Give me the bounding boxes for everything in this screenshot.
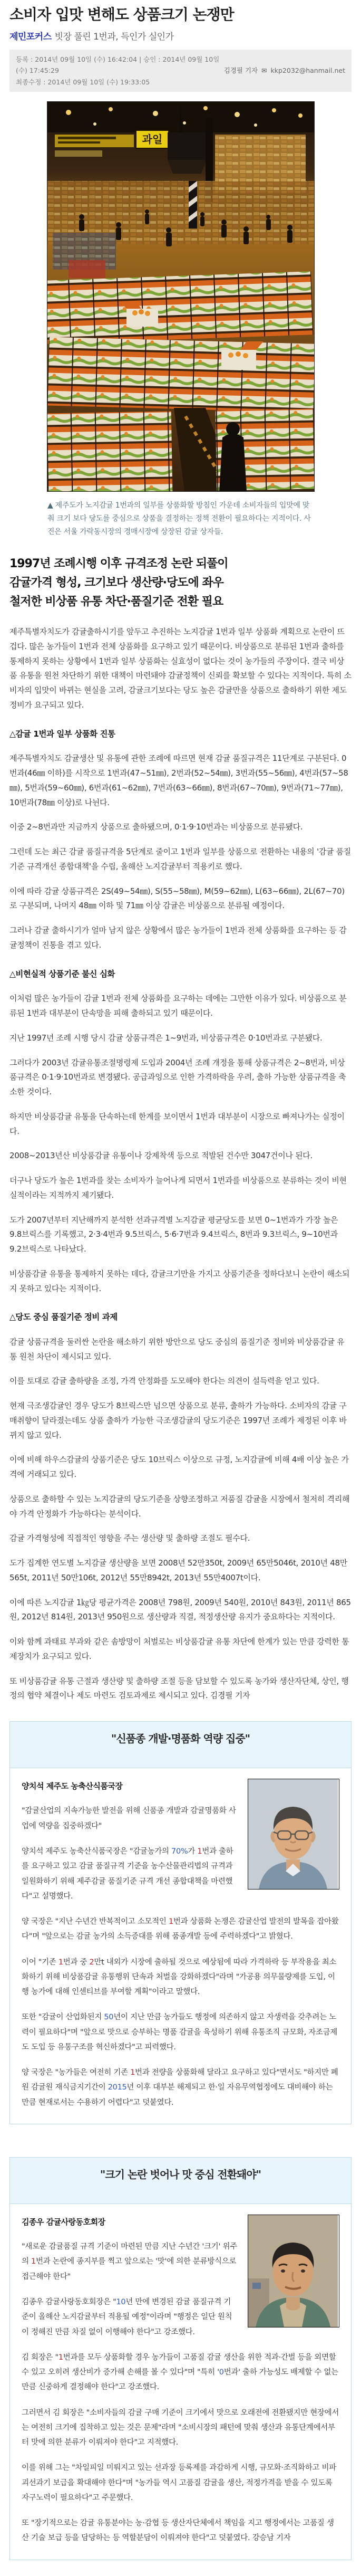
body-paragraph: 이에 비해 하우스감귤의 상품기준은 당도 10브릭스 이상으로 규정, 노지감귤에 비해 4배 이상 높은 가격에 거래되고 있다.	[9, 1455, 349, 1480]
article-body	[9, 625, 352, 1703]
body-paragraph: 도가 2007년부터 지난해까지 분석한 선과규격별 노지감귤 평균당도를 보면 0~1번과가 가장 높은 9.8브릭스를 기록했고, 2·3·4번과 9.5브릭스, 5·6·7번과 9.4브릭스, 8번과 9.3브릭스, 9~10번과 9.2브릭스로 나타났다.	[9, 1215, 338, 1254]
body-paragraph: 하지만 비상품감귤 유통을 단속하는데 한계를 보이면서 1번과 대부분이 시장으로 빠져나가는 실정이다.	[9, 1111, 345, 1136]
page-title: 소비자 입맛 변해도 상품크기 논쟁만	[9, 6, 234, 23]
body-paragraph: 감귤 가격형성에 직접적인 영향을 주는 생산량 및 출하량 조절도 필수다.	[9, 1533, 250, 1543]
body-paragraph: 이에 따른 노지감귤 1㎏당 평균가격은 2008년 798원, 2009년 540원, 2010년 843원, 2011년 865원, 2012년 814원, 2013년 950원으로 생산량과 직결, 적정생산량 유지가 중요하다는 지적이다.	[9, 1597, 351, 1622]
section-heading: △당도 중심 품질기준 정비 과제	[9, 1312, 118, 1322]
body-paragraph: 더구나 당도가 높은 1번과를 찾는 소비자가 늘어나게 되면서 1번과를 비상품으로 분류하는 것이 비현실적이라는 지적까지 제기됐다.	[9, 1176, 347, 1200]
interview-box-2	[9, 2157, 352, 2560]
interview-paragraph: 김 회장은 "1번과를 모두 상품화할 경우 농가들이 고품질 감귤 생산을 위한 적과·간벌 등을 외면할 수 있고 오히려 생산비가 증가해 손해를 볼 수 있다"며 "특히 '0번과' 출하 가능성도 배제할 수 없는 만큼 신중하게 결정해야 한다"고 강조했다.	[22, 2353, 338, 2392]
interviewee-2-photo	[248, 2215, 339, 2327]
body-paragraph: 상품으로 출하할 수 있는 노지감귤의 당도기준을 상향조정하고 저품질 감귤을 시장에서 철저히 격리해야 가격 안정화가 가능하다는 분석이다.	[9, 1494, 350, 1519]
interview-1-title: "신품종 개발·명품화 역량 집중"	[111, 1732, 250, 1745]
body-paragraph: 도가 집계한 연도별 노지감귤 생산량을 보면 2008년 52만350t, 2009년 65만5046t, 2010년 48만565t, 2011년 50만106t, 2012년 55만8942t, 2013년 55만4007t이다.	[9, 1558, 347, 1582]
article-photo	[47, 101, 315, 492]
section-heading: △감귤 1번과 일부 상품화 진통	[9, 729, 115, 739]
article-deck	[9, 555, 352, 611]
subtitle-text: 빗장 풀린 1번과, 득인가 실인가	[54, 32, 174, 42]
deck-line-2: 감귤가격 형성, 크기보다 생산량·당도에 좌우	[9, 576, 223, 589]
interview-box-1	[9, 1721, 352, 2124]
interviewee-1-name: 양치석 제주도 농축산식품국장	[22, 1781, 123, 1791]
interview-paragraph: 그러면서 김 회장은 "소비자들의 감귤 구매 기준이 크기에서 맛으로 오래전에 전환됐지만 현장에서는 여전히 크기에 집착하고 있는 것은 문제"라며 "소비시장의 패턴에 맞춰 생산과 유통단계에서부터 맛에 의한 분류가 이뤄져야 한다"고 지적했다.	[22, 2408, 339, 2447]
reporter-email-link[interactable]: kkp2032@hanmail.net	[270, 66, 345, 75]
body-paragraph: 제주특별자치도 감귤생산 및 유통에 관한 조례에 따르면 현재 감귤 품질규격은 11단계로 구분된다. 0번과(46㎜ 이하)를 시작으로 1번과(47~51㎜), 2번과(52~54㎜), 3번과(55~56㎜), 4번과(57~58㎜), 5번과(59~60㎜), 6번과(61~62㎜), 7번과(63~66㎜), 8번과(67~70㎜), 9번과(71~77㎜), 10번과(78㎜ 이상)로 나뉜다.	[9, 753, 348, 807]
warehouse-photo-illustration	[47, 102, 314, 491]
body-paragraph: 이중 2~8번과만 지금까지 상품으로 출하됐으며, 0·1·9·10번과는 비상품으로 분류됐다.	[9, 822, 303, 832]
photo-caption-text: 제주도가 노지감귤 1번과의 일부를 상품화할 방침인 가운데 소비자들의 입맛에 맞춰 크기 보다 당도를 중심으로 상품을 결정하는 정책 전환이 필요하다는 지적이다. 사진은 서울 가락동시장의 경매시장에 상장된 감귤 상자들.	[47, 501, 311, 537]
body-paragraph: 현재 극조생감귤인 경우 당도가 8브릭스만 넘으면 상품으로 분류, 출하가 가능하다. 소비자의 감귤 구매취향이 달라졌는데도 상품 출하가 가능한 극조생감귤의 당도기준은 1997년 조례가 제정된 이후 바뀌지 않고 있다.	[9, 1401, 347, 1440]
body-paragraph: 이와 함께 과태료 부과와 같은 솜방망이 처벌로는 비상품감귤 유통 차단에 한계가 있는 만큼 강력한 통제장치가 요구되고 있다.	[9, 1637, 349, 1661]
interview-box-2-header	[10, 2158, 351, 2204]
section-gap	[0, 2124, 361, 2139]
body-paragraph: 이처럼 많은 농가들이 감귤 1번과 전체 상품화를 요구하는 데에는 그만한 이유가 있다. 비상품으로 분류된 1번과 대부분이 단속망을 피해 출하되고 있기 때문이다.	[9, 994, 347, 1018]
section-heading: △비현실적 상품기준 불신 심화	[9, 969, 115, 979]
meta-line-modified: 최종수정 : 2014년 09월 10일 (수) 19:33:05	[16, 78, 150, 86]
caption-marker-icon: ▲	[47, 501, 53, 510]
body-paragraph: 그러나 감귤 출하시기가 얼마 남지 않은 상황에서 많은 농가들이 1번과 전체 상품화를 요구하는 등 감귤정책이 진통을 겪고 있다.	[9, 926, 347, 950]
body-paragraph: 2008~2013년산 비상품감귤 유통이나 강제착색 등으로 적발된 건수만 3047건이나 된다.	[9, 1151, 313, 1161]
mail-icon: ✉	[261, 66, 267, 75]
body-paragraph: 감귤 상품규격을 둘러싼 논란을 해소하기 위한 방안으로 당도 중심의 품질기준 정비와 비상품감귤 유통 원천 차단이 제시되고 있다.	[9, 1337, 345, 1361]
interviewee-1-photo	[248, 1779, 339, 1890]
interview-paragraph: 김종우 감귤사랑동호회장은 "10년 만에 변경된 감귤 품질규격 기준이 올해산 노지감귤부터 적용될 예정"이라며 "행정은 일단 원칙이 정해진 만큼 차질 없이 이행해야 한다"고 강조했다.	[22, 2298, 232, 2336]
interview-paragraph: "새로운 감귤품질 규격 기준이 마련된 만큼 지난 수년간 '크기' 위주의 1번과 논란에 종지부를 찍고 앞으로는 '맛'에 의한 분류방식으로 접근해야 한다"	[22, 2243, 237, 2281]
interview-paragraph: 양 국장은 "농가들은 여전히 기존 1번과 전량을 상품화해 달라고 요구하고 있다"면서도 "하지만 폐원 감귤원 재식금지기간이 2015년 이후 대부분 해제되고 한·일 자유무역협정에도 대비해야 하는 만큼 현재로서는 수용하기 어렵다"고 덧붙였다.	[22, 2068, 338, 2107]
body-paragraph: 그러다가 2003년 감귤유통조절명령제 도입과 2004년 조례 개정을 통해 상품규격은 2~8번과, 비상품규격은 0·1·9·10번과로 변경됐다. 공급과잉으로 인한 가격하락을 우려, 출하 가능한 상품규격을 축소한 것이다.	[9, 1057, 346, 1097]
meta-line-registered: 등록 : 2014년 09월 10일 (수) 16:42:04 | 승인 : 2014년 09월 10일 (수) 17:45:29	[16, 55, 220, 75]
interview-box-1-header	[10, 1722, 351, 1768]
body-paragraph: 비상품감귤 유통을 통제하지 못하는 데다, 감귤크기만을 가지고 상품기준을 정하다보니 논란이 해소되지 못하고 있다는 지적이다.	[9, 1268, 350, 1293]
interview-paragraph: "감귤산업의 지속가능한 발전을 위해 신품종 개발과 감귤명품화 사업에 역량을 집중하겠다"	[22, 1807, 236, 1830]
meta-bar	[9, 50, 352, 92]
body-paragraph: 제주특별자치도가 감귤출하시기를 앞두고 추진하는 노지감귤 1번과 일부 상품화 계획으로 논란이 뜨겁다. 많은 농가들이 1번과 전체 상품화를 요구하고 있기 때문이다. 비상품으로 분류된 1번과 출하를 통제하지 못하는 상황에서 1번과 일부 상품화는 실효성이 없다는 것이 농가들의 주장이다. 결국 비상품 유통을 원천 차단하기 위한 대책이 마련돼야 감귤정책이 신뢰를 확보할 수 있다는 지적이다. 특히 소비자의 입맛이 바뀌는 현실을 고려, 감귤크기보다는 당도 높은 감귤만을 상품으로 출하하기 위한 제도 정비가 요구되고 있다.	[9, 627, 352, 710]
deck-line-3: 철저한 비상품 유통 차단·품질기준 전환 필요	[9, 595, 223, 608]
reporter-name: 김경필 기자	[223, 66, 258, 75]
svg-text:과일: 과일	[142, 132, 162, 146]
reporter-info	[224, 65, 345, 76]
body-paragraph: 이를 토대로 감귤 출하량을 조정, 가격 안정화를 도모해야 한다는 의견이 설득력을 얻고 있다.	[9, 1376, 319, 1386]
interview-paragraph: 이어 "기존 1번과 중 2만t 내외가 시장에 출하될 것으로 예상됨에 따라 가격하락 등 부작용을 최소화하기 위해 비상품감귤 유통행위 단속과 처벌을 강화하겠다"라며 "가공용 의무물량제를 도입, 이행 농가에 대해 인센티브를 부여할 계획"이라고 말했다.	[22, 1958, 337, 1997]
kicker-label[interactable]: 제민포커스	[9, 32, 52, 42]
article-subtitle-row	[9, 29, 352, 42]
interview-paragraph: 또한 "감귤이 산업화된지 50년이 지난 만큼 농가들도 행정에 의존하지 않고 자생력을 갖추려는 노력이 필요하다"며 "앞으로 맛으로 승부하는 명품 감귤을 육성하기 위해 유통조직 규모화, 자조금제도 도입 등 유통구조를 혁신하겠다"고 피력했다.	[22, 2013, 338, 2052]
interview-2-title: "크기 논란 벗어나 맛 중심 전환돼야"	[100, 2168, 261, 2181]
body-paragraph: 그런데 도는 최근 감귤 품질규격을 5단계로 줄이고 1번과 일부를 상품으로 전환하는 내용의 '감귤 품질기준 규격개선 종합대책'을 수립, 올해산 노지감귤부터 적용키로 했다.	[9, 847, 351, 871]
body-paragraph: 또 비상품감귤 유통 근절과 생산량 및 출하량 조절 등을 담보할 수 있도록 농가와 생산자단체, 상인, 행정의 협약 체결이나 제도 마련도 검토과제로 제시되고 있다. 김경필 기자	[9, 1676, 349, 1701]
photo-caption	[47, 499, 314, 539]
interviewee-2-name: 김종우 감귤사랑동호회장	[22, 2217, 105, 2227]
interview-paragraph: 이를 위해 그는 "차일피일 미뤄지고 있는 선과장 등록제를 과감하게 시행, 규모화·조직화하고 비파괴선과기 보급을 확대해야 한다"며 "농가들 역시 고품질 감귤을 생산, 적정가격을 받을 수 있도록 자구노력이 필요하다"고 주문했다.	[22, 2464, 336, 2502]
body-paragraph: 이에 따라 감귤 상품규격은 2S(49~54㎜), S(55~58㎜), M(59~62㎜), L(63~66㎜), 2L(67~70)로 구분되며, 나머지 48㎜ 이하 및 71㎜ 이상 감귤은 비상품으로 분류될 예정이다.	[9, 886, 345, 911]
interview-paragraph: 양치석 제주도 농축산식품국장은 "감귤농가의 70%가 1번과 출하를 요구하고 있고 감귤 품질규격 기준을 농수산물관리법의 규격과 일원화하기 위해 제주감귤 품질기준 규격 개선 종합대책을 마련했다"고 설명했다.	[22, 1847, 233, 1901]
interview-paragraph: 양 국장은 "지난 수년간 반복적이고 소모적인 1번과 상품화 논쟁은 감귤산업 발전의 발목을 잡아왔다"며 "앞으로는 감귤 농가의 소득증대를 위해 품종개발 등에 주력하겠다"고 밝혔다.	[22, 1917, 339, 1941]
interview-paragraph: 또 "장기적으로는 감귤 유통분야는 농·감협 등 생산자단체에서 책임을 지고 행정에서는 고품질 생산 기술 보급 등을 담당하는 등 역할분담이 이뤄져야 한다"고 덧붙였다. 강승남 기자	[22, 2519, 334, 2543]
article-figure	[0, 101, 361, 539]
deck-line-1: 1997년 조례시행 이후 규격조정 논란 되풀이	[9, 557, 228, 571]
meta-dates	[16, 54, 224, 88]
body-paragraph: 지난 1997년 조례 시행 당시 감귤 상품규격은 1~9번과, 비상품규격은 0·10번과로 구분됐다.	[9, 1033, 323, 1043]
